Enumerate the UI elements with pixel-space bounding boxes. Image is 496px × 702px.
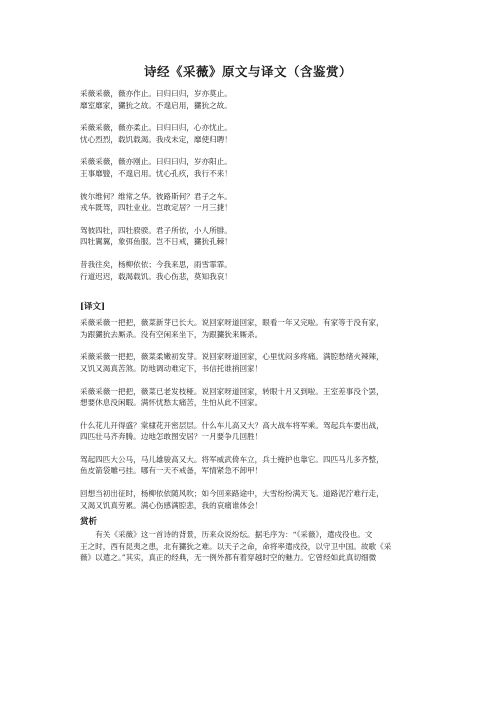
poem-line: 忧心烈烈，载饥载渴。我戍未定，靡使归聘！ xyxy=(80,134,232,144)
translation-line: 又饥又渴真苦煞。防地调动难定下，书信托谁捎回家！ xyxy=(80,363,263,373)
poem-line: 行道迟迟，载渴载饥。我心伤悲，莫知我哀！ xyxy=(80,271,232,281)
poem-line: 四牡翼翼，象弭鱼服。岂不日戒，玁狁孔棘！ xyxy=(80,237,232,247)
appreciation-section xyxy=(80,515,416,564)
poem-line: 驾彼四牡，四牡骙骙。君子所依，小人所腓。 xyxy=(80,225,232,235)
translation-paragraph xyxy=(80,420,416,443)
poem-line: 靡室靡家，玁狁之故。不遑启用，玁狁之故。 xyxy=(80,100,232,110)
translation-line: 为跟玁狁去厮杀。没有空闲来坐下，为跟玁狁来厮杀。 xyxy=(80,329,263,339)
translation-line: 采薇采薇一把把，薇菜新芽已长大。说回家呀道回家，眼看一年又完啦。有家等于没有家， xyxy=(80,318,384,328)
poem-stanza xyxy=(80,156,416,179)
translation-line: 想要休息没闲暇。满怀忧愁太痛苦，生怕从此不回家。 xyxy=(80,398,263,408)
poem-line: 采薇采薇，薇亦柔止。曰归曰归，心亦忧止。 xyxy=(80,123,232,133)
poem-line: 王事靡盬，不遑启用。忧心孔疚，我行不来！ xyxy=(80,168,232,178)
poem-stanza xyxy=(80,259,416,282)
translation-line: 采薇采薇一把把，薇菜已老发枝桠。说回家呀道回家，转眼十月又到啦。王室差事没个罢， xyxy=(80,386,384,396)
poem-line: 昔我往矣，杨柳依依；今我来思，雨雪霏霏。 xyxy=(80,259,232,269)
document-title: 诗经《采薇》原文与译文（含鉴赏） xyxy=(143,64,352,79)
appreciation-line: 有关《采薇》这一首诗的背景，历来众说纷纭。据毛序为：“《采薇》，遣戍役也。文 xyxy=(95,530,373,540)
appreciation-line: 王之时，西有昆夷之患，北有玁狁之难。以天子之命，命将率遣戍役，以守卫中国。故歌《采 xyxy=(80,541,392,551)
translation-line: 又渴又饥真劳累。满心伤感满腔悲，我的哀痛谁体会！ xyxy=(80,500,263,510)
poem-line: 采薇采薇，薇亦刚止。曰归曰归，岁亦阳止。 xyxy=(80,157,232,167)
poem-original xyxy=(80,88,416,282)
translation-paragraph xyxy=(80,488,416,511)
poem-stanza xyxy=(80,88,416,111)
translation-paragraph xyxy=(80,317,416,340)
translation-line: 回想当初出征时，杨柳依依随风吹；如今回来路途中，大雪纷纷满天飞。道路泥泞难行走， xyxy=(80,489,384,499)
translation-line: 什么花儿开得盛？棠棣花开密层层。什么车儿高又大？高大战车将军乘。驾起兵车要出战， xyxy=(80,420,384,430)
poem-line: 戎车既驾，四牡业业。岂敢定居？一月三捷！ xyxy=(80,203,232,213)
translation-line: 驾起四匹大公马，马儿雄骏高又大。将军威武倚车立，兵士掩护也靠它。四匹马儿多齐整， xyxy=(80,454,384,464)
poem-stanza xyxy=(80,191,416,214)
translation-section xyxy=(80,317,416,511)
appreciation-line: 薇》以遣之。”其实，真正的经典，无一例外都有着穿越时空的魅力。它曾经如此真切细微 xyxy=(80,553,377,563)
translation-heading: [译文] xyxy=(80,302,106,313)
translation-line: 采薇采薇一把把，薇菜柔嫩初发芽。说回家呀道回家，心里忧闷多疼痛。满腔愁绪火辣辣， xyxy=(80,352,384,362)
translation-paragraph xyxy=(80,386,416,409)
appreciation-heading: 赏析 xyxy=(80,517,98,528)
poem-stanza xyxy=(80,122,416,145)
translation-paragraph xyxy=(80,351,416,374)
poem-line: 采薇采薇，薇亦作止。曰归曰归，岁亦莫止。 xyxy=(80,89,232,98)
poem-stanza xyxy=(80,225,416,248)
translation-line: 四匹壮马齐奔腾。边地怎敢图安居？一月要争几回胜！ xyxy=(80,432,263,442)
translation-line: 鱼皮箭袋雕弓挂。哪有一天不戒备，军情紧急不卸甲！ xyxy=(80,466,263,476)
translation-paragraph xyxy=(80,454,416,477)
poem-line: 彼尔维何？维常之华。彼路斯何？君子之车。 xyxy=(80,191,232,201)
